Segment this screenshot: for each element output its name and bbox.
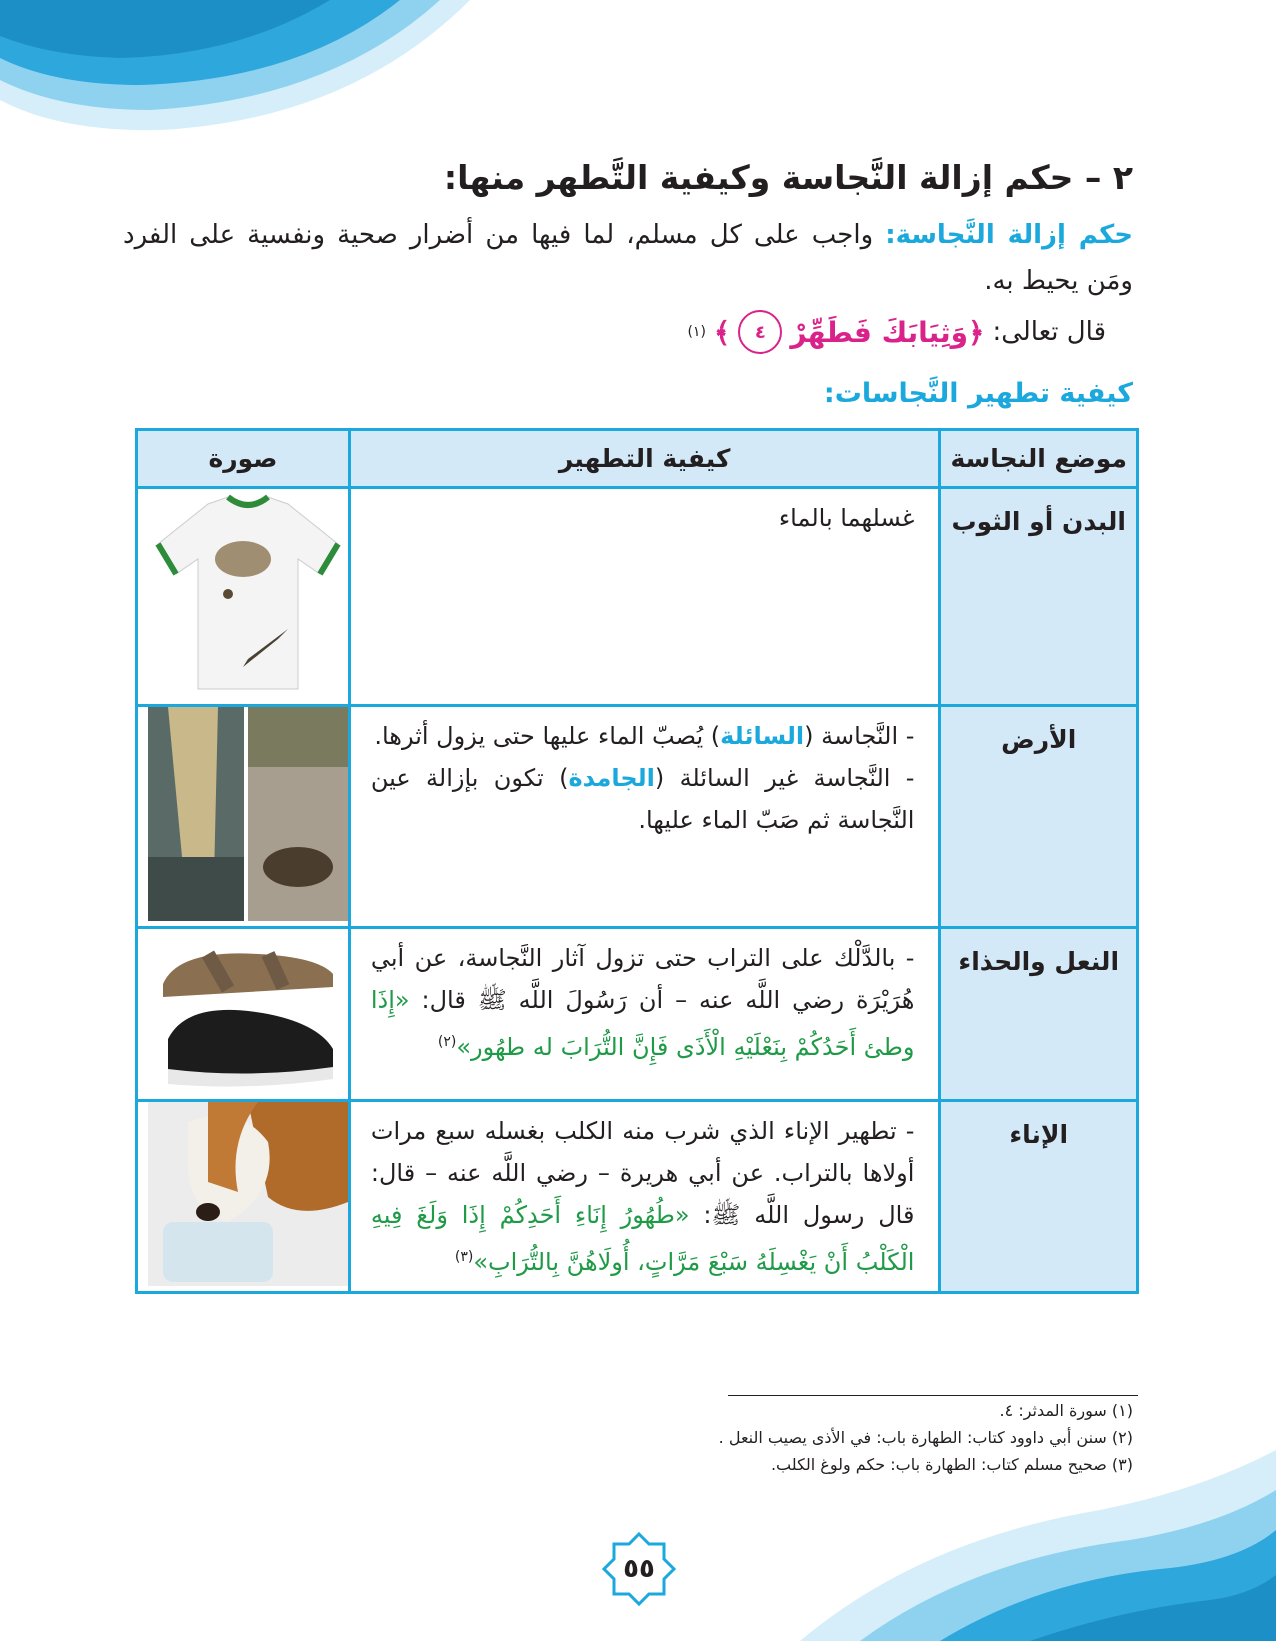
section-heading: ٢ – حكم إزالة النَّجاسة وكيفية التَّطهر منها: xyxy=(443,158,1133,197)
ruling-paragraph xyxy=(123,212,1133,304)
quran-verse: ﴿وَثِيَابَكَ فَطَهِّرْ xyxy=(790,315,985,349)
row-image-cell xyxy=(137,928,350,1101)
header-method: كيفية التطهير xyxy=(349,430,940,488)
verse-line xyxy=(687,310,1106,354)
footnote-ref-2: (٢) xyxy=(437,1034,457,1050)
row-place: البدن أو الثوب xyxy=(940,488,1138,706)
verse-close: ﴾ xyxy=(713,315,731,349)
verse-footnote-ref: (١) xyxy=(687,324,706,340)
row-method: غسلهما بالماء xyxy=(349,488,940,706)
purification-subheading: كيفية تطهير النَّجاسات: xyxy=(823,378,1133,409)
row-image-cell xyxy=(137,706,350,928)
method-line-solid: - النَّجاسة غير السائلة (الجامدة) تكون بإزالة عين النَّجاسة ثم صَبّ الماء عليها. xyxy=(370,764,915,834)
sandals-shoes-image xyxy=(148,929,348,1095)
ruling-label: حكم إزالة النَّجاسة: xyxy=(885,220,1133,250)
row-method xyxy=(349,706,940,928)
ruling-text: واجب على كل مسلم، لما فيها من أضرار صحية ونفسية على الفرد ومَن يحيط به. xyxy=(123,220,1133,296)
footnotes xyxy=(433,1397,1133,1478)
hadith-shoes: «إِذَا وطئ أَحَدُكُمْ بِنَعْلَيْهِ الْأَذَى فَإِنَّ التُّرَابَ له طهُور» xyxy=(370,986,915,1061)
header-place: موضع النجاسة xyxy=(940,430,1138,488)
header-image: صورة xyxy=(137,430,350,488)
footnote-separator xyxy=(728,1395,1138,1396)
footnote-1: (١) سورة المدثر: ٤. xyxy=(999,1401,1133,1420)
dog-drinking-image xyxy=(148,1102,348,1286)
purification-table xyxy=(135,428,1139,1294)
row-method: - بالدَّلْك على التراب حتى تزول آثار النَّجاسة، عن أبي هُرَيْرَة رضي اللَّه عنه – أن رَسُولَ اللَّه ﷺ قال: «إِذَا وطئ أَحَدُكُمْ بِنَعْلَيْهِ الْأَذَى فَإِنَّ التُّرَابَ له طهُور»$^{(٢)}$ xyxy=(349,928,940,1101)
footnote-3: (٣) صحيح مسلم كتاب: الطهارة باب: حكم ولوغ الكلب. xyxy=(770,1455,1133,1474)
footnote-2: (٢) سنن أبي داوود كتاب: الطهارة باب: في الأذى يصيب النعل . xyxy=(718,1428,1133,1447)
row-method: - تطهير الإناء الذي شرب منه الكلب بغسله سبع مرات أولاها بالتراب. عن أبي هريرة – رضي اللَّه عنه – قال: قال رسول اللَّه ﷺ: «طُهُورُ إِنَاءِ أَحَدِكُمْ إِذَا وَلَغَ فِيهِ الْكَلْبُ أَنْ يَغْسِلَهُ سَبْعَ مَرَّاتٍ، أُولَاهُنَّ بِالتُّرَابِ»$^{(٣)}$ xyxy=(349,1101,940,1293)
method-line-liquid: - النَّجاسة (السائلة) يُصبّ الماء عليها حتى يزول أثرها. xyxy=(374,722,915,750)
page-number-badge xyxy=(602,1532,676,1606)
table-row xyxy=(137,1101,1138,1293)
row-image-cell xyxy=(137,488,350,706)
verse-intro: قال تعالى: xyxy=(992,317,1106,347)
bottom-right-decoration xyxy=(800,1450,1276,1641)
footnote-ref-3: (٣) xyxy=(454,1249,474,1265)
highlight-liquid: السائلة xyxy=(720,722,805,750)
table-header-row xyxy=(137,430,1138,488)
table-row xyxy=(137,488,1138,706)
table-row xyxy=(137,706,1138,928)
row-place: الأرض xyxy=(940,706,1138,928)
top-left-decoration xyxy=(0,0,470,140)
ground-impurity-image xyxy=(148,707,348,921)
page-number: ٥٥ xyxy=(623,1554,655,1584)
row-image-cell xyxy=(137,1101,350,1293)
row-place: الإناء xyxy=(940,1101,1138,1293)
hadith-vessel: «طُهُورُ إِنَاءِ أَحَدِكُمْ إِذَا وَلَغَ فِيهِ الْكَلْبُ أَنْ يَغْسِلَهُ سَبْعَ مَرَّاتٍ، أُولَاهُنَّ بِالتُّرَابِ» xyxy=(370,1201,915,1276)
ayah-number-badge: ٤ xyxy=(738,310,782,354)
table-row xyxy=(137,928,1138,1101)
highlight-solid: الجامدة xyxy=(568,764,655,792)
row-place: النعل والحذاء xyxy=(940,928,1138,1101)
stained-tshirt-image xyxy=(148,489,348,699)
